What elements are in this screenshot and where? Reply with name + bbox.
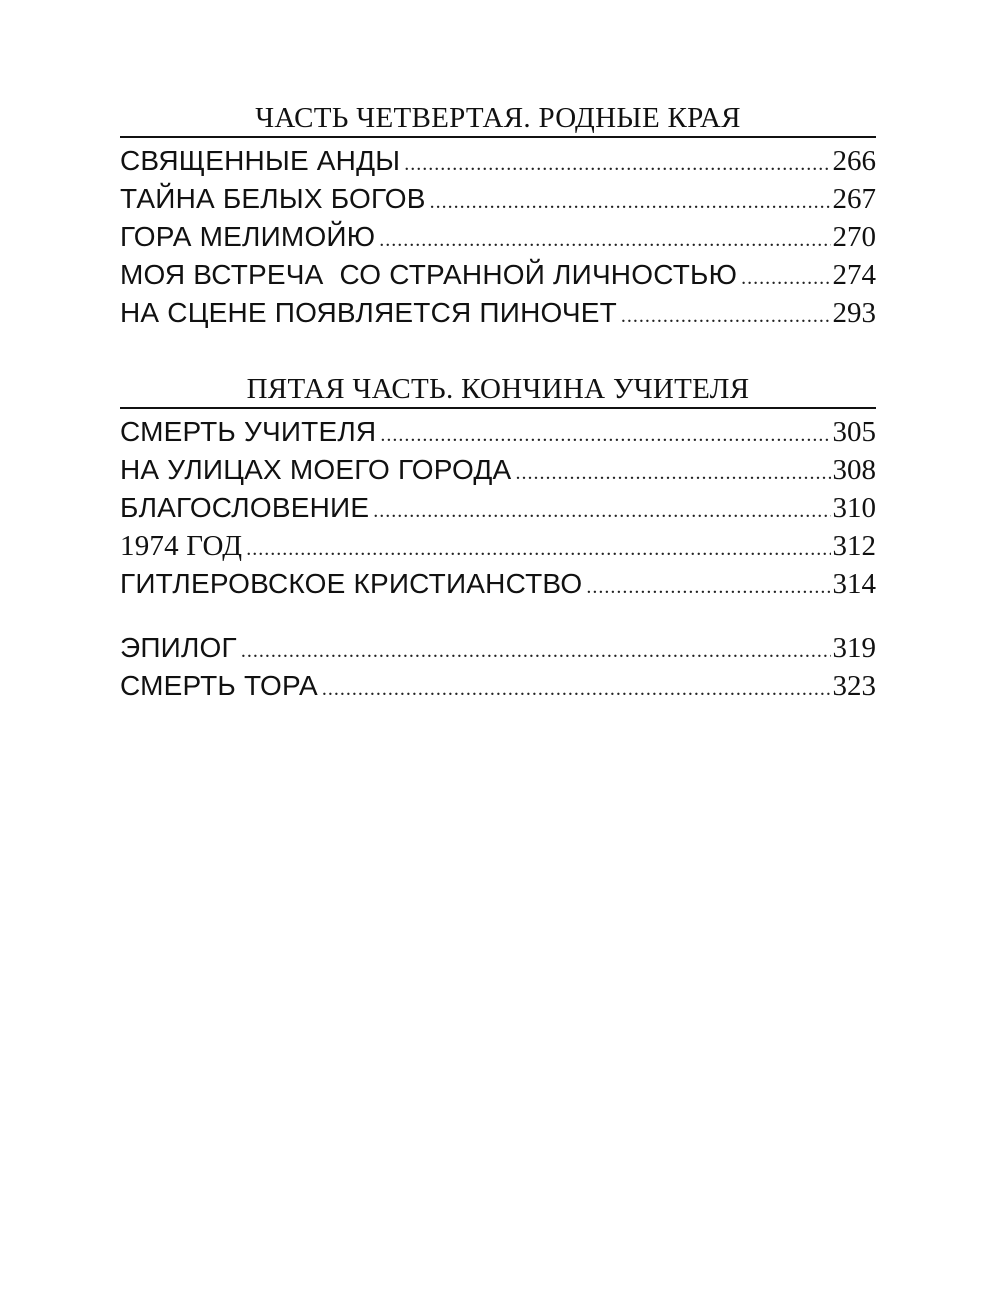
toc-entry[interactable] [120,629,876,667]
toc-entry-title: НА СЦЕНЕ ПОЯВЛЯЕТСЯ ПИНОЧЕТ [120,297,617,328]
toc-entry[interactable] [120,256,876,294]
dot-leader [741,259,830,297]
toc-entry-page: 305 [832,416,876,448]
toc-entry[interactable] [120,413,876,451]
toc-section-part-four [120,100,876,332]
toc-entry[interactable] [120,180,876,218]
toc-entry-title: МОЯ ВСТРЕЧА СО СТРАННОЙ ЛИЧНОСТЬЮ [120,259,738,290]
toc-entry-title: ТАЙНА БЕЛЫХ БОГОВ [120,183,426,214]
dot-leader [241,632,831,670]
toc-entry-page: 314 [832,568,876,600]
dot-leader [404,145,830,183]
dot-leader [373,492,830,530]
section-title: ЧАСТЬ ЧЕТВЕРТАЯ. РОДНЫЕ КРАЯ [255,102,741,134]
table-of-contents [120,100,876,705]
toc-entry[interactable] [120,527,876,565]
toc-entry-page: 312 [832,530,876,562]
toc-entry-title: СМЕРТЬ УЧИТЕЛЯ [120,416,377,447]
toc-entry-list [120,413,876,603]
toc-entry-page: 267 [832,183,876,215]
toc-entry-page: 319 [832,632,876,664]
dot-leader [379,221,830,259]
toc-section-closing [120,629,876,705]
toc-entry[interactable] [120,294,876,332]
toc-entry-page: 293 [832,297,876,329]
toc-section-part-five [120,371,876,603]
section-divider [120,136,876,138]
dot-leader [246,530,830,568]
toc-entry-title: БЛАГОСЛОВЕНИЕ [120,492,370,523]
toc-entry-title: 1974 ГОД [120,530,243,562]
toc-entry-title: НА УЛИЦАХ МОЕГО ГОРОДА [120,454,512,485]
dot-leader [322,670,831,708]
toc-entry[interactable] [120,667,876,705]
toc-entry-page: 308 [832,454,876,486]
toc-entry[interactable] [120,451,876,489]
dot-leader [380,416,830,454]
toc-entry-page: 274 [832,259,876,291]
toc-entry-title: СМЕРТЬ ТОРА [120,670,318,701]
toc-entry-page: 270 [832,221,876,253]
toc-entry-list [120,142,876,332]
dot-leader [515,454,830,492]
toc-entry-title: ГИТЛЕРОВСКОЕ КРИСТИАНСТВО [120,568,583,599]
toc-entry-title: ЭПИЛОГ [120,632,237,663]
toc-entry-list [120,629,876,705]
dot-leader [621,297,831,335]
toc-entry[interactable] [120,142,876,180]
toc-entry[interactable] [120,218,876,256]
toc-entry[interactable] [120,489,876,527]
toc-entry-page: 323 [832,670,876,702]
dot-leader [430,183,831,221]
dot-leader [586,568,830,606]
toc-entry-page: 310 [832,492,876,524]
toc-entry-page: 266 [832,145,876,177]
section-title: ПЯТАЯ ЧАСТЬ. КОНЧИНА УЧИТЕЛЯ [246,373,750,405]
toc-entry[interactable] [120,565,876,603]
toc-entry-title: СВЯЩЕННЫЕ АНДЫ [120,145,401,176]
section-divider [120,407,876,409]
toc-entry-title: ГОРА МЕЛИМОЙЮ [120,221,376,252]
